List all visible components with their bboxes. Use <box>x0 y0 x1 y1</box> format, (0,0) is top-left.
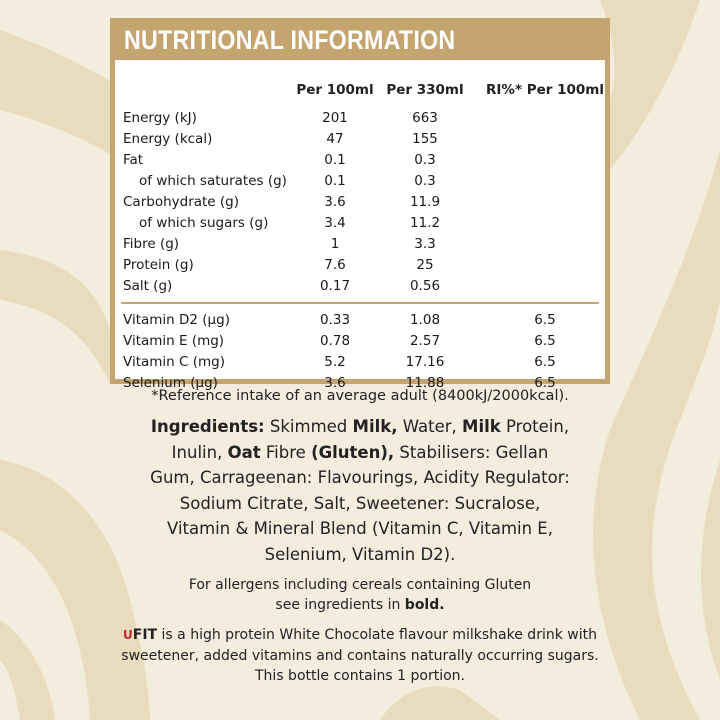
table-row <box>115 213 605 234</box>
allergen-milk: Milk <box>462 417 501 436</box>
value-per-100ml: 201 <box>322 110 348 126</box>
value-ri: 6.5 <box>534 354 556 370</box>
description-text: is a high protein White Chocolate flavour milkshake drink with sweetener, added vitamins and contains naturally occurring sugars. This bottle contains 1 portion. <box>121 627 599 684</box>
nutrition-table <box>115 60 605 391</box>
ingredients-heading: Ingredients: <box>150 417 265 436</box>
table-row <box>115 234 605 255</box>
allergen-note <box>150 575 570 615</box>
value-per-100ml: 3.6 <box>324 375 346 391</box>
allergen-text: see ingredients in <box>275 597 405 613</box>
value-ri: 6.5 <box>534 333 556 349</box>
value-per-330ml: 3.3 <box>414 236 436 252</box>
ingredients-text <box>150 414 570 567</box>
value-per-100ml: 0.1 <box>324 173 346 189</box>
ingredients-part: Fibre <box>260 442 312 462</box>
value-per-330ml: 0.3 <box>414 173 436 189</box>
allergen-gluten: (Gluten), <box>311 442 395 462</box>
row-label: Salt (g) <box>123 278 173 294</box>
value-per-100ml: 7.6 <box>324 257 346 273</box>
value-per-330ml: 11.88 <box>405 375 445 391</box>
value-per-100ml: 0.17 <box>319 278 351 294</box>
value-per-330ml: 2.57 <box>409 333 441 349</box>
row-label: Fibre (g) <box>123 236 180 252</box>
row-label: Protein (g) <box>123 257 194 273</box>
nutrition-panel <box>110 18 610 391</box>
ingredients-part: Stabilisers: Gellan Gum, Carrageenan: Flavourings, Acidity Regulator: Sodium Citrate, Salt, Sweetener: Sucralose, Vitamin & Mineral Blend (Vitamin C, Vitamin E, Selenium, Vitamin D2). <box>150 442 570 564</box>
table-row <box>115 150 605 171</box>
value-per-330ml: 11.9 <box>409 194 441 210</box>
column-header-per-330ml: Per 330ml <box>386 82 464 98</box>
brand-u: U <box>123 628 133 642</box>
allergen-line: For allergens including cereals containing Gluten <box>188 577 532 593</box>
ingredients-part: Water, <box>397 417 463 436</box>
allergen-line <box>150 595 570 615</box>
value-per-100ml: 0.78 <box>319 333 351 349</box>
row-label: Vitamin E (mg) <box>123 333 225 349</box>
row-label: Energy (kJ) <box>123 110 197 126</box>
value-per-330ml: 0.56 <box>409 278 441 294</box>
value-per-330ml: 663 <box>412 110 438 126</box>
table-row <box>115 331 605 352</box>
value-ri: 6.5 <box>534 375 556 391</box>
value-per-100ml: 5.2 <box>324 354 346 370</box>
table-row <box>115 352 605 373</box>
row-label: Vitamin D2 (µg) <box>123 312 230 328</box>
value-per-100ml: 3.6 <box>324 194 346 210</box>
value-per-100ml: 1 <box>330 236 340 252</box>
ingredients-part: Protein, Inulin, <box>171 417 570 462</box>
value-ri: 6.5 <box>534 312 556 328</box>
column-header-ri: RI%* Per 100ml <box>486 82 604 98</box>
reference-intake-note: *Reference intake of an average adult (8400kJ/2000kcal). <box>151 388 569 404</box>
row-label: Carbohydrate (g) <box>123 194 240 210</box>
value-per-330ml: 0.3 <box>414 152 436 168</box>
brand-fit: FIT <box>132 627 158 643</box>
table-row <box>115 108 605 129</box>
row-label: Vitamin C (mg) <box>123 354 225 370</box>
ingredients-part: Skimmed <box>264 417 353 436</box>
table-row <box>115 255 605 276</box>
panel-title: NUTRITIONAL INFORMATION <box>124 25 456 55</box>
allergen-oat: Oat <box>227 442 261 462</box>
row-label: of which saturates (g) <box>139 173 287 189</box>
value-per-100ml: 3.4 <box>324 215 346 231</box>
row-label: Energy (kcal) <box>123 131 213 147</box>
value-per-330ml: 11.2 <box>409 215 441 231</box>
allergen-milk: Milk, <box>352 417 398 436</box>
table-divider <box>121 302 599 304</box>
table-row <box>115 129 605 150</box>
value-per-100ml: 47 <box>326 131 344 147</box>
value-per-100ml: 0.33 <box>319 312 351 328</box>
table-row <box>115 310 605 331</box>
row-label: Fat <box>123 152 144 168</box>
value-per-330ml: 25 <box>416 257 434 273</box>
value-per-100ml: 0.1 <box>324 152 346 168</box>
table-row <box>115 192 605 213</box>
value-per-330ml: 155 <box>412 131 438 147</box>
value-per-330ml: 17.16 <box>405 354 445 370</box>
row-label: of which sugars (g) <box>139 215 269 231</box>
value-per-330ml: 1.08 <box>409 312 441 328</box>
row-label: Selenium (µg) <box>123 375 218 391</box>
allergen-bold: bold. <box>404 597 445 613</box>
table-row <box>115 276 605 297</box>
product-description <box>120 625 600 687</box>
table-row <box>115 171 605 192</box>
column-header-per-100ml: Per 100ml <box>296 82 374 98</box>
